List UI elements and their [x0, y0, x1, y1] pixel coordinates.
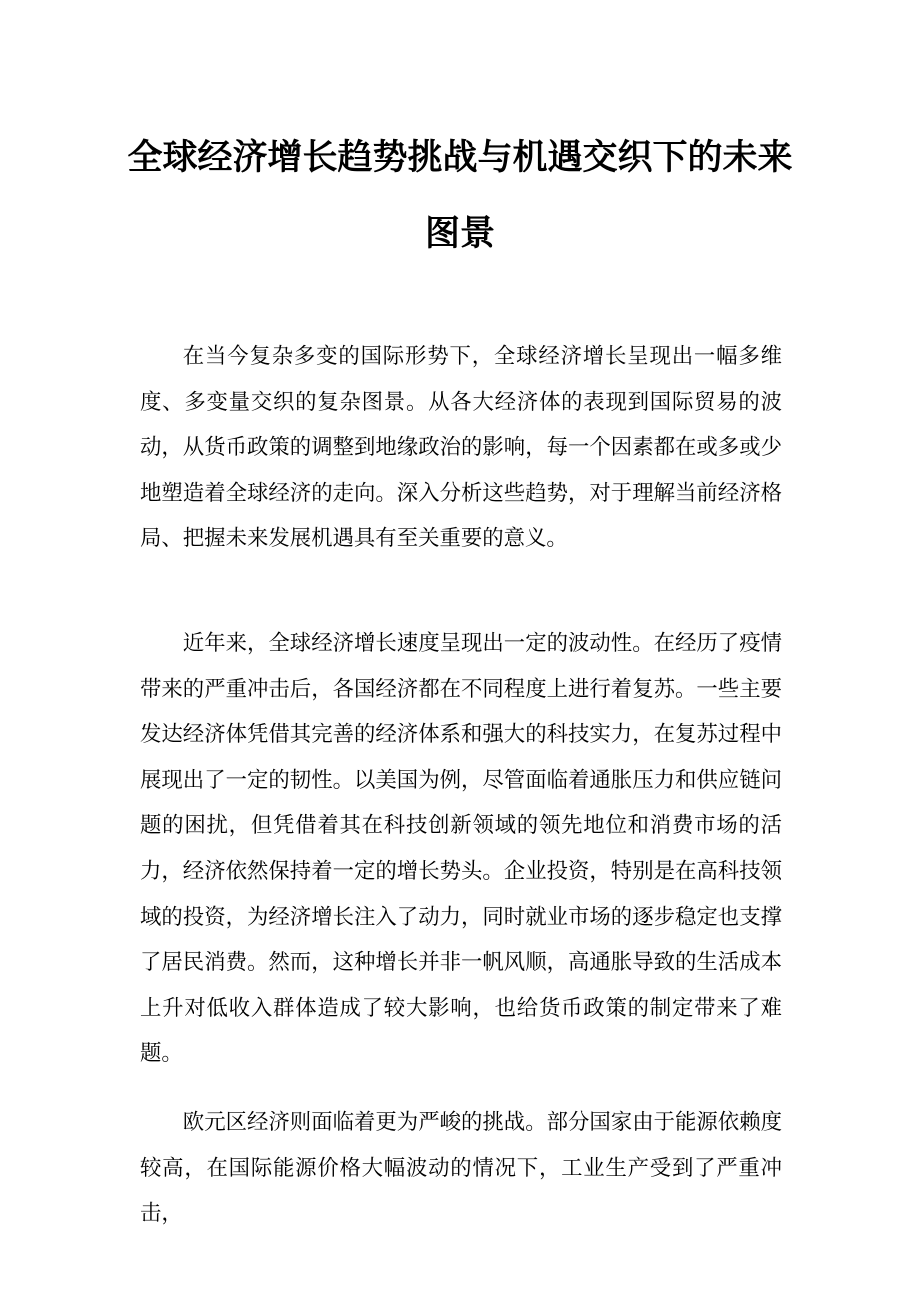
paragraph-3-block	[140, 1100, 782, 1237]
body-paragraph: 近年来，全球经济增长速度呈现出一定的波动性。在经历了疫情带来的严重冲击后，各国经济都在不同程度上进行着复苏。一些主要发达经济体凭借其完善的经济体系和强大的科技实力，在复苏过程中展现出了一定的韧性。以美国为例，尽管面临着通胀压力和供应链问题的困扰，但凭借着其在科技创新领域的领先地位和消费市场的活力，经济依然保持着一定的增长势头。企业投资，特别是在高科技领域的投资，为经济增长注入了动力，同时就业市场的逐步稳定也支撑了居民消费。然而，这种增长并非一帆风顺，高通胀导致的生活成本上升对低收入群体造成了较大影响，也给货币政策的制定带来了难题。	[140, 631, 782, 1067]
body-paragraph: 欧元区经济则面临着更为严峻的挑战。部分国家由于能源依赖度较高，在国际能源价格大幅波动的情况下，工业生产受到了严重冲击，	[140, 1110, 782, 1227]
body-paragraph: 在当今复杂多变的国际形势下，全球经济增长呈现出一幅多维度、多变量交织的复杂图景。从各大经济体的表现到国际贸易的波动，从货币政策的调整到地缘政治的影响，每一个因素都在或多或少地塑造着全球经济的走向。深入分析这些趋势，对于理解当前经济格局、把握未来发展机遇具有至关重要的意义。	[140, 344, 782, 552]
paragraph-2-block	[140, 621, 782, 1077]
paragraph-1-block	[140, 334, 782, 562]
document-title: 全球经济增长趋势挑战与机遇交织下的未来图景	[127, 138, 793, 254]
